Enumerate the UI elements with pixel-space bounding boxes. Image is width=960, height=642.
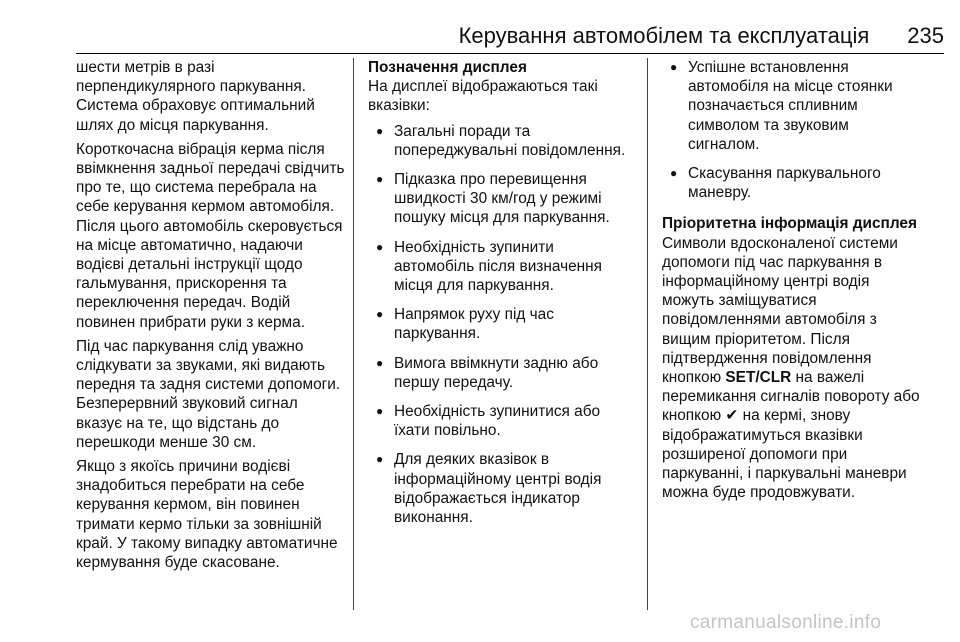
section-heading: Пріоритетна інформація дисплея xyxy=(662,215,917,233)
bullet-list xyxy=(662,58,924,202)
list-item: ● Успішне встановлення автомобіля на місце стоянки позначається спливним символом та звуковим сигналом. xyxy=(662,58,924,154)
column-divider xyxy=(647,58,648,610)
paragraph-text: на кермі, знову відображатимуться вказівки розширеної допомоги при паркуванні, і паркувальні маневри можна буде продовжувати. xyxy=(662,407,907,502)
page-number: 235 xyxy=(907,23,944,48)
section-heading: Позначення дисплея xyxy=(368,59,527,76)
page-title: Керування автомобілем та експлуатація xyxy=(458,23,870,48)
watermark: carmanualsonline.info xyxy=(690,612,882,633)
check-icon: ✔ xyxy=(725,407,739,425)
bullet-list xyxy=(368,122,638,528)
list-item: ● Для деяких вказівок в інформаційному центрі водія відображається індикатор виконання. xyxy=(368,450,638,527)
paragraph: Під час паркування слід уважно слідкувати за звуками, які видають передня та задня системи допомоги. Безперервний звуковий сигнал вказує на те, що відстань до перешкоди менше 30 см. xyxy=(76,337,341,451)
list-item: ● Підказка про перевищення швидкості 30 км/год у режимі пошуку місця для паркування. xyxy=(368,170,638,228)
list-item: ● Загальні поради та попереджувальні повідомлення. xyxy=(368,122,638,160)
list-item: ● Скасування паркувального маневру. xyxy=(662,164,924,202)
paragraph-text: Символи вдосконаленої системи допомоги під час паркування в інформаційному центрі водія можуть заміщуватися повідомленнями автомобіля з вищим пріоритетом. Після підтвердження повідомлення кнопкою xyxy=(662,234,898,387)
column-left xyxy=(76,58,348,577)
list-item: ● Вимога ввімкнути задню або першу передачу. xyxy=(368,354,638,392)
list-item: ● Необхідність зупинитися або їхати повільно. xyxy=(368,402,638,440)
paragraph-text: на важелі перемикання сигналів повороту або кнопкою xyxy=(662,369,920,425)
set-clr-button-label: SET/CLR xyxy=(725,369,792,387)
paragraph: Короткочасна вібрація керма після ввімкнення задньої передачі свідчить про те, що система перебрала на себе керування кермом автомобіля. Після цього автомобіль скеровується на місце автоматично, надаючи водієві детальні інструкції щодо гальмування, прискорення та переключення передач. Водій повинен прибрати руки з керма. xyxy=(76,140,345,331)
paragraph xyxy=(662,234,924,503)
list-item: ● Необхідність зупинити автомобіль після визначення місця для паркування. xyxy=(368,238,638,296)
paragraph: шести метрів в разі перпендикулярного паркування. Система обраховує оптимальний шлях до місця паркування. xyxy=(76,59,315,134)
page-header xyxy=(76,14,944,54)
list-item: ● Напрямок руху під час паркування. xyxy=(368,305,638,343)
paragraph: Якщо з якоїсь причини водієві знадобиться перебрати на себе керування кермом, він повинен тримати кермо тільки за зовнішній край. У такому випадку автоматичне кермування буде скасоване. xyxy=(76,458,338,572)
column-divider xyxy=(353,58,354,610)
column-middle xyxy=(368,58,638,537)
intro-text: На дисплеї відображаються такі вказівки: xyxy=(368,78,598,115)
column-right xyxy=(662,58,924,507)
